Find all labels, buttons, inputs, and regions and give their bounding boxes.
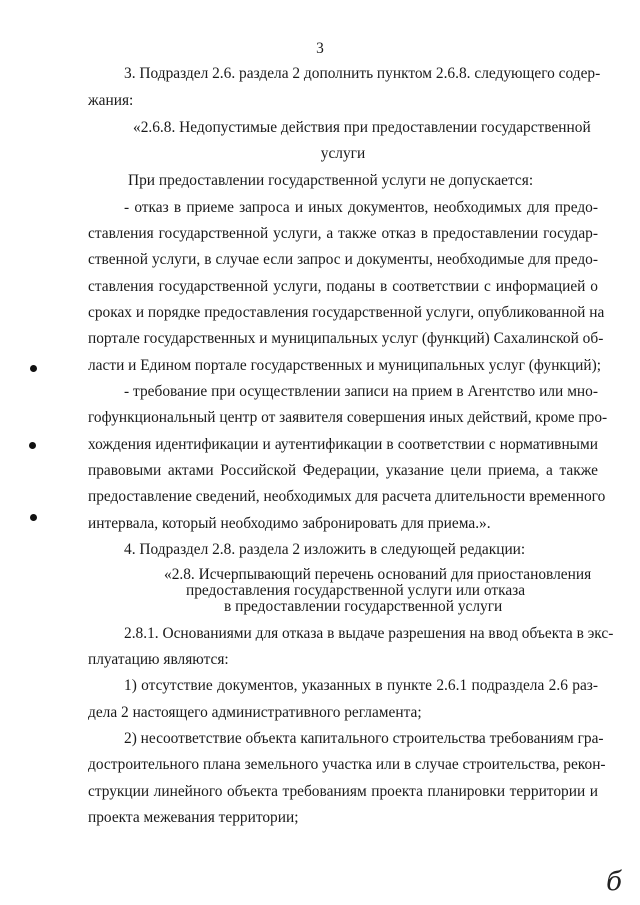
text-line: в предоставлении государственной услуги xyxy=(224,598,503,615)
text-line: «2.8. Исчерпывающий перечень оснований для приостановления xyxy=(164,566,592,583)
text-line: услуги xyxy=(320,145,366,162)
text-line: дела 2 настоящего административного регламента; xyxy=(88,704,422,721)
text-line: - требование при осуществлении записи на прием в Агентство или мно- xyxy=(124,383,598,400)
text-line: предоставление сведений, необходимых для расчета длительности временного xyxy=(88,488,606,505)
text-line: гофункциональный центр от заявителя совершения иных действий, кроме про- xyxy=(88,409,608,426)
text-line: проекта межевания территории; xyxy=(88,809,299,826)
binding-hole-mark xyxy=(29,442,36,449)
text-line: - отказ в приеме запроса и иных документов, необходимых для предо- xyxy=(124,199,598,216)
text-line: сроках и порядке предоставления государственной услуги, опубликованной на xyxy=(88,304,605,321)
text-line: ставления государственной услуги, а также отказ в предоставлении государ- xyxy=(88,225,598,242)
text-line: хождения идентификации и аутентификации в соответствии с нормативными xyxy=(88,436,598,453)
binding-hole-mark xyxy=(30,365,37,372)
text-line: предоставления государственной услуги или отказа xyxy=(186,582,526,599)
text-line: 1) отсутствие документов, указанных в пункте 2.6.1 подраздела 2.6 раз- xyxy=(124,677,598,694)
text-line: правовыми актами Российской Федерации, указание цели приема, а также xyxy=(88,462,598,479)
text-line: ласти и Едином портале государственных и муниципальных услуг (функций); xyxy=(88,357,602,374)
binding-hole-mark xyxy=(30,514,37,521)
text-line: «2.6.8. Недопустимые действия при предоставлении государственной xyxy=(133,119,591,136)
text-line: интервала, который необходимо забронировать для приема.». xyxy=(88,515,491,532)
handwritten-page-mark: б xyxy=(606,867,622,897)
text-line: 3. Подраздел 2.6. раздела 2 дополнить пунктом 2.6.8. следующего содер- xyxy=(124,65,601,82)
text-line: плуатацию являются: xyxy=(88,651,229,668)
text-line: 4. Подраздел 2.8. раздела 2 изложить в следующей редакции: xyxy=(124,541,526,558)
text-line: жания: xyxy=(88,92,134,109)
text-line: ставления государственной услуги, поданы в соответствии с информацией о xyxy=(88,278,598,295)
text-line: портале государственных и муниципальных услуг (функций) Сахалинской об- xyxy=(88,330,604,347)
text-line: струкции линейного объекта требованиям проекта планировки территории и xyxy=(88,783,598,800)
text-line: При предоставлении государственной услуги не допускается: xyxy=(128,172,534,189)
text-line: ственной услуги, в случае если запрос и документы, необходимые для предо- xyxy=(88,251,598,268)
text-line: 2) несоответствие объекта капитального строительства требованиям гра- xyxy=(124,730,604,747)
text-line: достроительного плана земельного участка или в случае строительства, рекон- xyxy=(88,756,606,773)
page-number: 3 xyxy=(316,40,324,57)
text-line: 2.8.1. Основаниями для отказа в выдаче разрешения на ввод объекта в экс- xyxy=(124,625,614,642)
